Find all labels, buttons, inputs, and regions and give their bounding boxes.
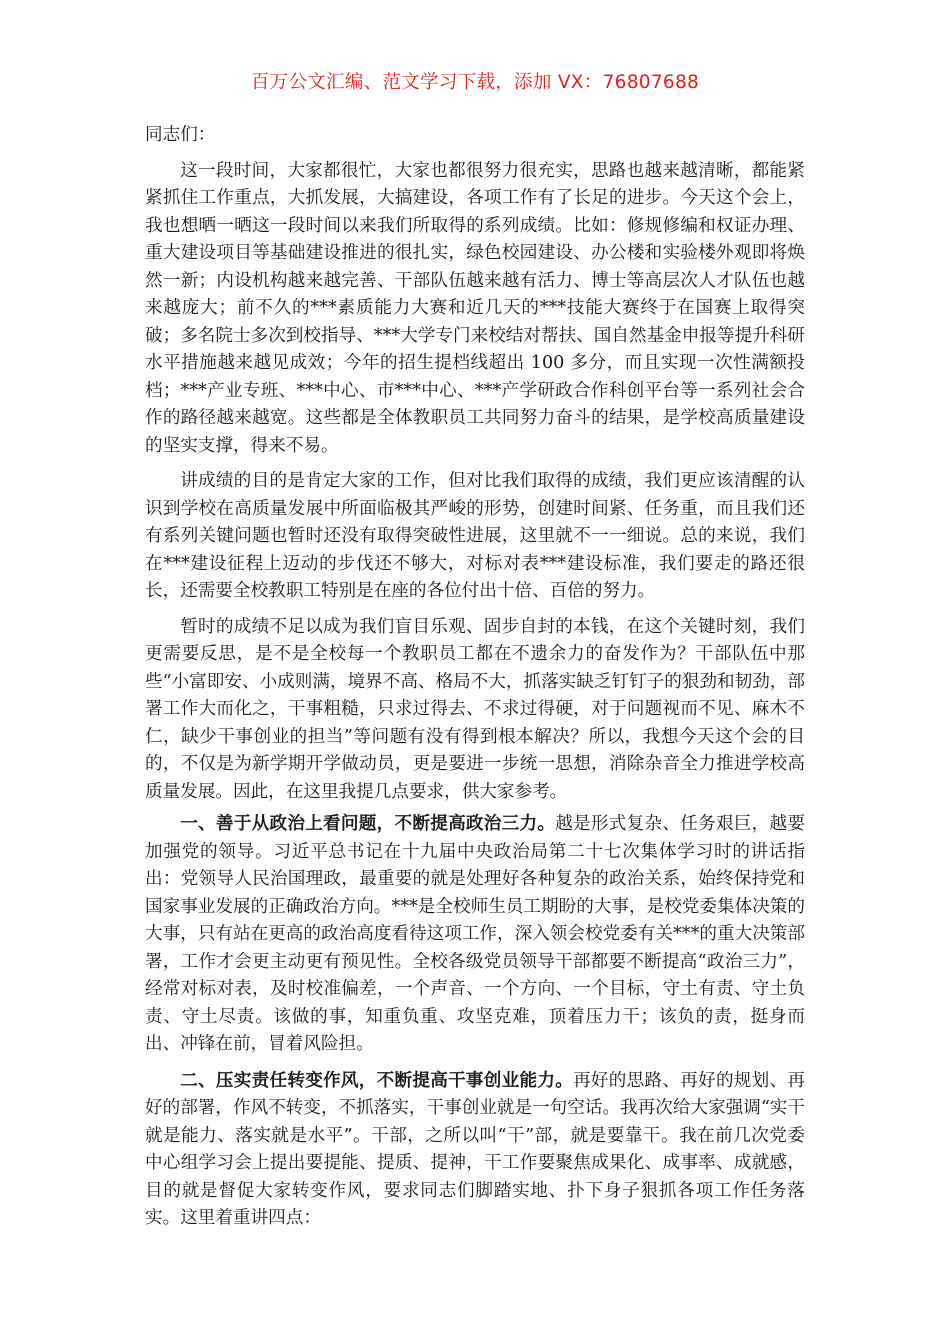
document-body (145, 122, 805, 1241)
header-banner: 百万公文汇编、范文学习下载，添加 VX：76807688 (250, 72, 700, 93)
section-heading: 一、善于从政治上看问题，不断提高政治三力。 (180, 813, 556, 834)
salutation: 同志们： (145, 125, 216, 145)
paragraph-4 (145, 810, 805, 1059)
paragraph-2 (145, 468, 805, 606)
paragraph-text: 讲成绩的目的是肯定大家的工作，但对比我们取得的成绩，我们更应该清醒的认识到学校在高质量发展中所面临极其严峻的形势，创建时间紧、任务重，而且我们还有系列关键问题也暂时还没有取得突破性进展，这里就不一一细说。总的来说，我们在***建设征程上迈动的步伐还不够大，对标对表***建设标准，我们要走的路还很长，还需要全校教职工特别是在座的各位付出十倍、百倍的努力。 (145, 471, 805, 601)
paragraph-5 (145, 1067, 805, 1233)
paragraph-text: 这一段时间，大家都很忙，大家也都很努力很充实，思路也越来越清晰，都能紧紧抓住工作重点，大抓发展，大搞建设，各项工作有了长足的进步。今天这个会上，我也想晒一晒这一段时间以来我们所取得的系列成绩。比如：修规修编和权证办理、重大建设项目等基础建设推进的很扎实，绿色校园建设、办公楼和实验楼外观即将焕然一新；内设机构越来越完善、干部队伍越来越有活力、博士等高层次人才队伍也越来越庞大；前不久的***素质能力大赛和近几天的***技能大赛终于在国赛上取得突破；多名院士多次到校指导、***大学专门来校结对帮扶、国自然基金申报等提升科研水平措施越来越见成效；今年的招生提档线超出 100 多分，而且实现一次性满额投档；***产业专班、***中心、市***中心、***产学研政合作科创平台等一系列社会合作的路径越来越宽。这些都是全体教职员工共同努力奋斗的结果，是学校高质量建设的坚实支撑，得来不易。 (145, 160, 805, 456)
paragraph-3 (145, 614, 805, 807)
paragraph-1 (145, 158, 805, 461)
paragraph-text: 再好的思路、再好的规划、再好的部署，作风不转变，不抓落实，干事创业就是一句空话。我再次给大家强调“实干就是能力、落实就是水平”。干部，之所以叫“干”部，就是要靠干。我在前几次党委中心组学习会上提出要提能、提质、提神，干工作要聚焦成果化、成事率、成就感，目的就是督促大家转变作风，要求同志们脚踏实地、扑下身子狠抓各项工作任务落实。这里着重讲四点： (145, 1070, 805, 1228)
paragraph-text: 越是形式复杂、任务艰巨，越要加强党的领导。习近平总书记在十九届中央政治局第二十七次集体学习时的讲话指出：党领导人民治国理政，最重要的就是处理好各种复杂的政治关系，始终保持党和国家事业发展的正确政治方向。***是全校师生员工期盼的大事，是校党委集体决策的大事，只有站在更高的政治高度看待这项工作，深入领会校党委有关***的重大决策部署，工作才会更主动更有预见性。全校各级党员领导干部都要不断提高“政治三力”，经常对标对表，及时校准偏差，一个声音、一个方向、一个目标，守土有责、守土负责、守土尽责。该做的事，知重负重、攻坚克难，顶着压力干；该负的责，挺身而出、冲锋在前，冒着风险担。 (145, 814, 805, 1054)
paragraph-text: 暂时的成绩不足以成为我们盲目乐观、固步自封的本钱，在这个关键时刻，我们更需要反思，是不是全校每一个教职员工都在不遗余力的奋发作为？干部队伍中那些“小富即安、小成则满，境界不高、格局不大，抓落实缺乏钉钉子的狠劲和韧劲，部署工作大而化之，干事粗糙，只求过得去、不求过得硬，对于问题视而不见、麻木不仁，缺少干事创业的担当”等问题有没有得到根本解决？所以，我想今天这个会的目的，不仅是为新学期开学做动员，更是要进一步统一思想，消除杂音全力推进学校高质量发展。因此，在这里我提几点要求，供大家参考。 (145, 616, 805, 802)
section-heading: 二、压实责任转变作风，不断提高干事创业能力。 (180, 1069, 574, 1091)
